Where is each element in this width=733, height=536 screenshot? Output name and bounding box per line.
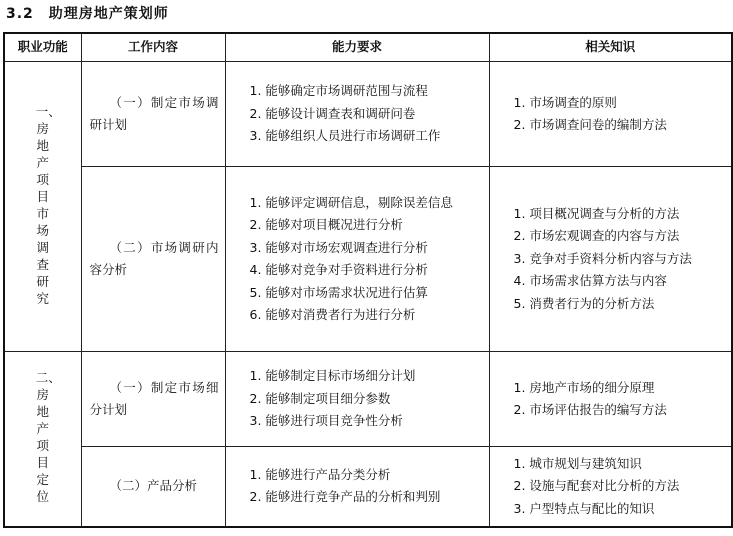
abilities-cell xyxy=(225,167,489,352)
ability-item: 3. 能够组织人员进行市场调研工作 xyxy=(249,128,441,144)
knowledge-item: 1. 城市规划与建筑知识 xyxy=(513,455,642,471)
abilities-cell xyxy=(225,62,489,167)
content-label: （一）制定市场调研计划 xyxy=(89,94,219,132)
knowledge-item: 2. 市场宏观调查的内容与方法 xyxy=(513,228,680,244)
content-label: （一）制定市场细分计划 xyxy=(89,379,219,417)
knowledge-item: 1. 房地产市场的细分原理 xyxy=(513,379,655,395)
ability-item: 1. 能够评定调研信息，剔除误差信息 xyxy=(249,194,453,210)
knowledge-cell xyxy=(489,447,732,527)
knowledge-item: 1. 项目概况调查与分析的方法 xyxy=(513,205,680,221)
function-cell xyxy=(4,352,81,527)
ability-item: 2. 能够对项目概况进行分析 xyxy=(249,217,403,232)
content-cell xyxy=(81,447,225,527)
header-function: 职业功能 xyxy=(4,33,81,62)
table-row xyxy=(4,352,732,447)
content-label: （二）市场调研内容分析 xyxy=(89,239,219,277)
function-label: 一、房地产项目市场调查研究 xyxy=(35,103,61,306)
ability-item: 2. 能够设计调查表和调研问卷 xyxy=(249,105,416,121)
ability-item: 1. 能够确定市场调研范围与流程 xyxy=(249,83,428,99)
competency-table xyxy=(3,32,733,528)
content-cell xyxy=(81,167,225,352)
content-cell xyxy=(81,352,225,447)
function-cell xyxy=(4,62,81,352)
ability-item: 1. 能够制定目标市场细分计划 xyxy=(249,368,416,384)
header-abilities: 能力要求 xyxy=(225,33,489,62)
table-row xyxy=(4,62,732,167)
knowledge-item: 2. 市场评估报告的编写方法 xyxy=(513,402,667,417)
header-content: 工作内容 xyxy=(81,33,225,62)
knowledge-cell xyxy=(489,62,732,167)
knowledge-item: 3. 户型特点与配比的知识 xyxy=(513,500,655,516)
header-row xyxy=(4,33,732,62)
knowledge-item: 1. 市场调查的原则 xyxy=(513,94,617,110)
knowledge-cell xyxy=(489,167,732,352)
ability-item: 2. 能够制定项目细分参数 xyxy=(249,390,391,406)
ability-item: 2. 能够进行竞争产品的分析和判别 xyxy=(249,489,441,505)
function-label: 二、房地产项目定位 xyxy=(35,370,61,504)
knowledge-item: 5. 消费者行为的分析方法 xyxy=(513,295,655,311)
knowledge-item: 3. 竞争对手资料分析内容与方法 xyxy=(513,250,692,266)
table-row xyxy=(4,167,732,352)
ability-item: 4. 能够对竞争对手资料进行分析 xyxy=(249,262,428,277)
ability-item: 1. 能够进行产品分类分析 xyxy=(249,466,391,482)
abilities-cell xyxy=(225,447,489,527)
knowledge-item: 2. 市场调查问卷的编制方法 xyxy=(513,117,667,132)
content-cell xyxy=(81,62,225,167)
knowledge-item: 4. 市场需求估算方法与内容 xyxy=(513,273,667,289)
ability-item: 5. 能够对市场需求状况进行估算 xyxy=(249,284,428,300)
content-label: （二）产品分析 xyxy=(109,478,198,493)
header-knowledge: 相关知识 xyxy=(489,33,732,62)
knowledge-cell xyxy=(489,352,732,447)
ability-item: 6. 能够对消费者行为进行分析 xyxy=(249,307,416,322)
section-title: 3.2 助理房地产策划师 xyxy=(6,6,169,22)
table-row xyxy=(4,447,732,527)
ability-item: 3. 能够对市场宏观调查进行分析 xyxy=(249,239,428,255)
abilities-cell xyxy=(225,352,489,447)
knowledge-item: 2. 设施与配套对比分析的方法 xyxy=(513,478,680,493)
ability-item: 3. 能够进行项目竞争性分析 xyxy=(249,413,403,429)
